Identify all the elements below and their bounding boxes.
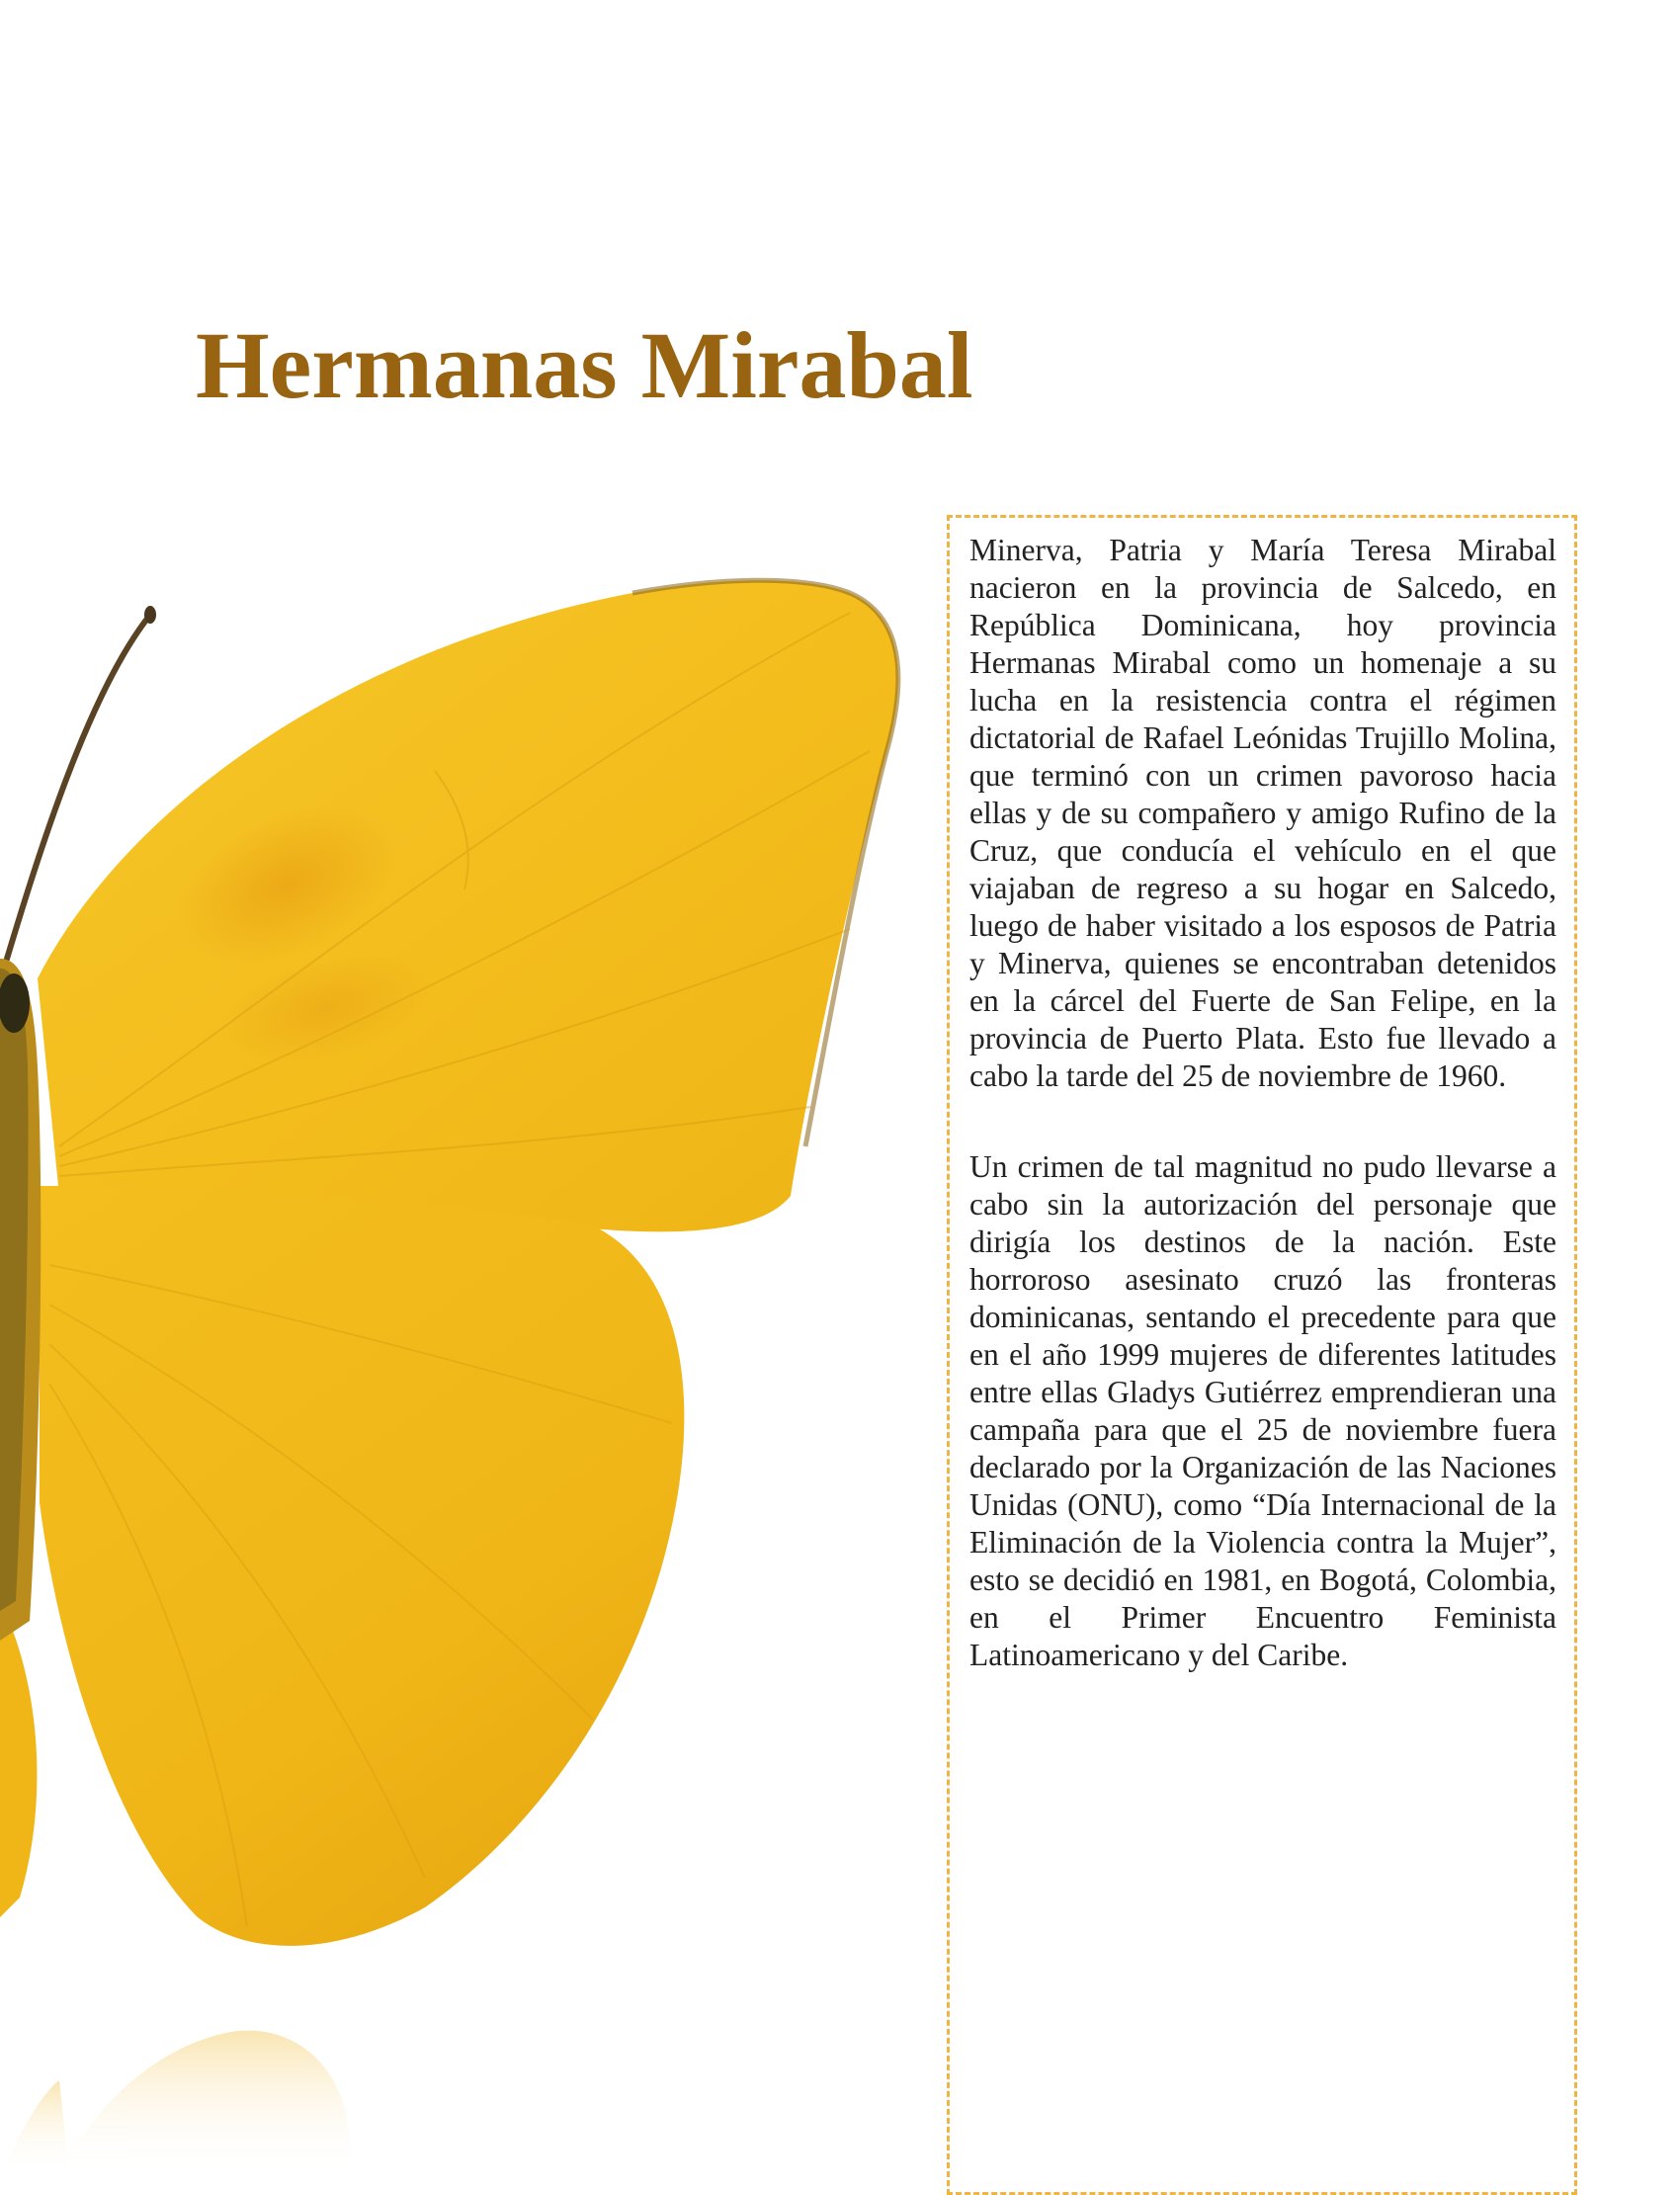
text-box bbox=[947, 515, 1577, 2195]
butterfly-image bbox=[0, 553, 929, 2174]
page-title: Hermanas Mirabal bbox=[196, 312, 973, 418]
paragraph-1: Minerva, Patria y María Teresa Mirabal nacieron en la provincia de Salcedo, en República Dominicana, hoy provincia Hermanas Mirabal como un homenaje a su lucha en la resistencia contra el régimen dictatorial de Rafael Leónidas Trujillo Molina, que terminó con un crimen pavoroso hacia ellas y de su compañero y amigo Rufino de la Cruz, que conducía el vehículo en el que viajaban de regreso a su hogar en Salcedo, luego de haber visitado a los esposos de Patria y Minerva, quienes se encontraban detenidos en la cárcel del Fuerte de San Felipe, en la provincia de Puerto Plata. Esto fue llevado a cabo la tarde del 25 de noviembre de 1960. bbox=[969, 533, 1556, 1093]
lower-wing bbox=[40, 1186, 684, 1946]
paragraph-2: Un crimen de tal magnitud no pudo llevarse a cabo sin la autorización del personaje que dirigía los destinos de la nación. Este horroroso asesinato cruzó las fronteras dominicanas, sentando el precedente para que en el año 1999 mujeres de diferentes latitudes entre ellas Gladys Gutiérrez emprendieran una campaña para que el 25 de noviembre fuera declarado por la Organización de las Naciones Unidas (ONU), como “Día Internacional de la Eliminación de la Violencia contra la Mujer”, esto se decidió en 1981, en Bogotá, Colombia, en el Primer Encuentro Feminista Latinoamericano y del Caribe. bbox=[969, 1149, 1556, 1672]
upper-wing bbox=[38, 580, 898, 1231]
